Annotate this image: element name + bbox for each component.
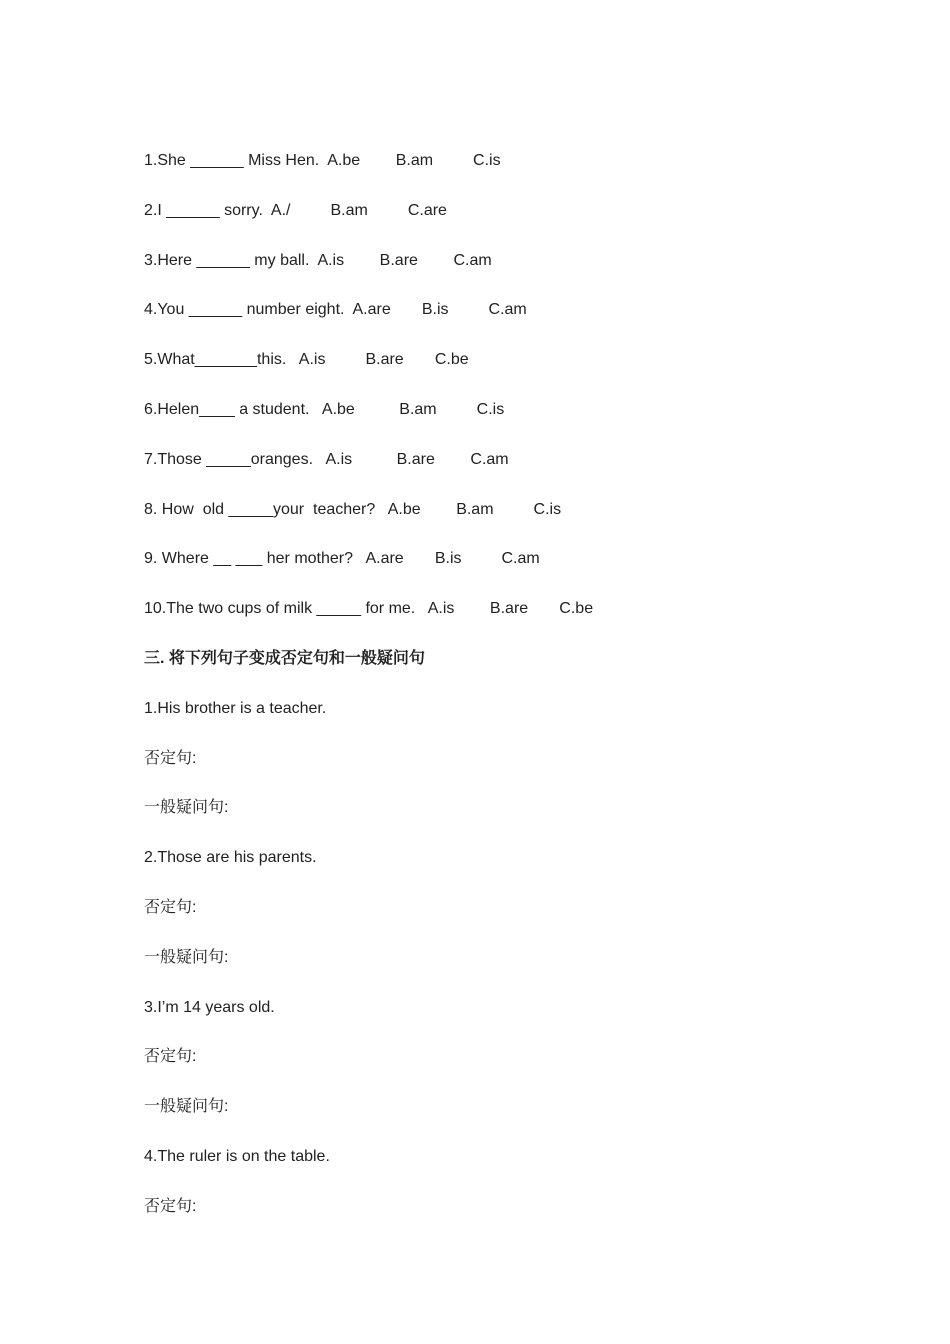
negative-label: 否定句: <box>144 1197 197 1215</box>
question-5: 5.What_______this. A.is B.are C.be <box>144 351 469 369</box>
question-8: 8. How old _____your teacher? A.be B.am C.is <box>144 500 562 518</box>
sentence-2: 2.Those are his parents. <box>144 849 317 867</box>
negative-label: 否定句: <box>144 749 197 767</box>
question-1: 1.She ______ Miss Hen. A.be B.am C.is <box>144 152 501 169</box>
question-6: 6.Helen____ a student. A.be B.am C.is <box>144 400 505 418</box>
question-3: 3.Here ______ my ball. A.is B.are C.am <box>144 251 492 269</box>
question-2: 2.I ______ sorry. A./ B.am C.are <box>144 201 447 219</box>
question-9: 9. Where __ ___ her mother? A.are B.is C.am <box>144 550 540 568</box>
sentence-3: 3.I’m 14 years old. <box>144 998 275 1016</box>
sentence-4: 4.The ruler is on the table. <box>144 1147 330 1165</box>
question-form-label: 一般疑问句: <box>144 799 229 817</box>
sentence-1: 1.His brother is a teacher. <box>144 699 327 717</box>
negative-label: 否定句: <box>144 1048 197 1066</box>
question-7: 7.Those _____oranges. A.is B.are C.am <box>144 450 509 468</box>
question-10: 10.The two cups of milk _____ for me. A.is B.are C.be <box>144 600 594 618</box>
section-3-title: 三. 将下列句子变成否定句和一般疑问句 <box>144 649 425 667</box>
question-form-label: 一般疑问句: <box>144 948 229 966</box>
question-form-label: 一般疑问句: <box>144 1098 229 1116</box>
worksheet-page <box>144 148 864 1244</box>
negative-label: 否定句: <box>144 898 197 916</box>
question-4: 4.You ______ number eight. A.are B.is C.am <box>144 301 527 319</box>
